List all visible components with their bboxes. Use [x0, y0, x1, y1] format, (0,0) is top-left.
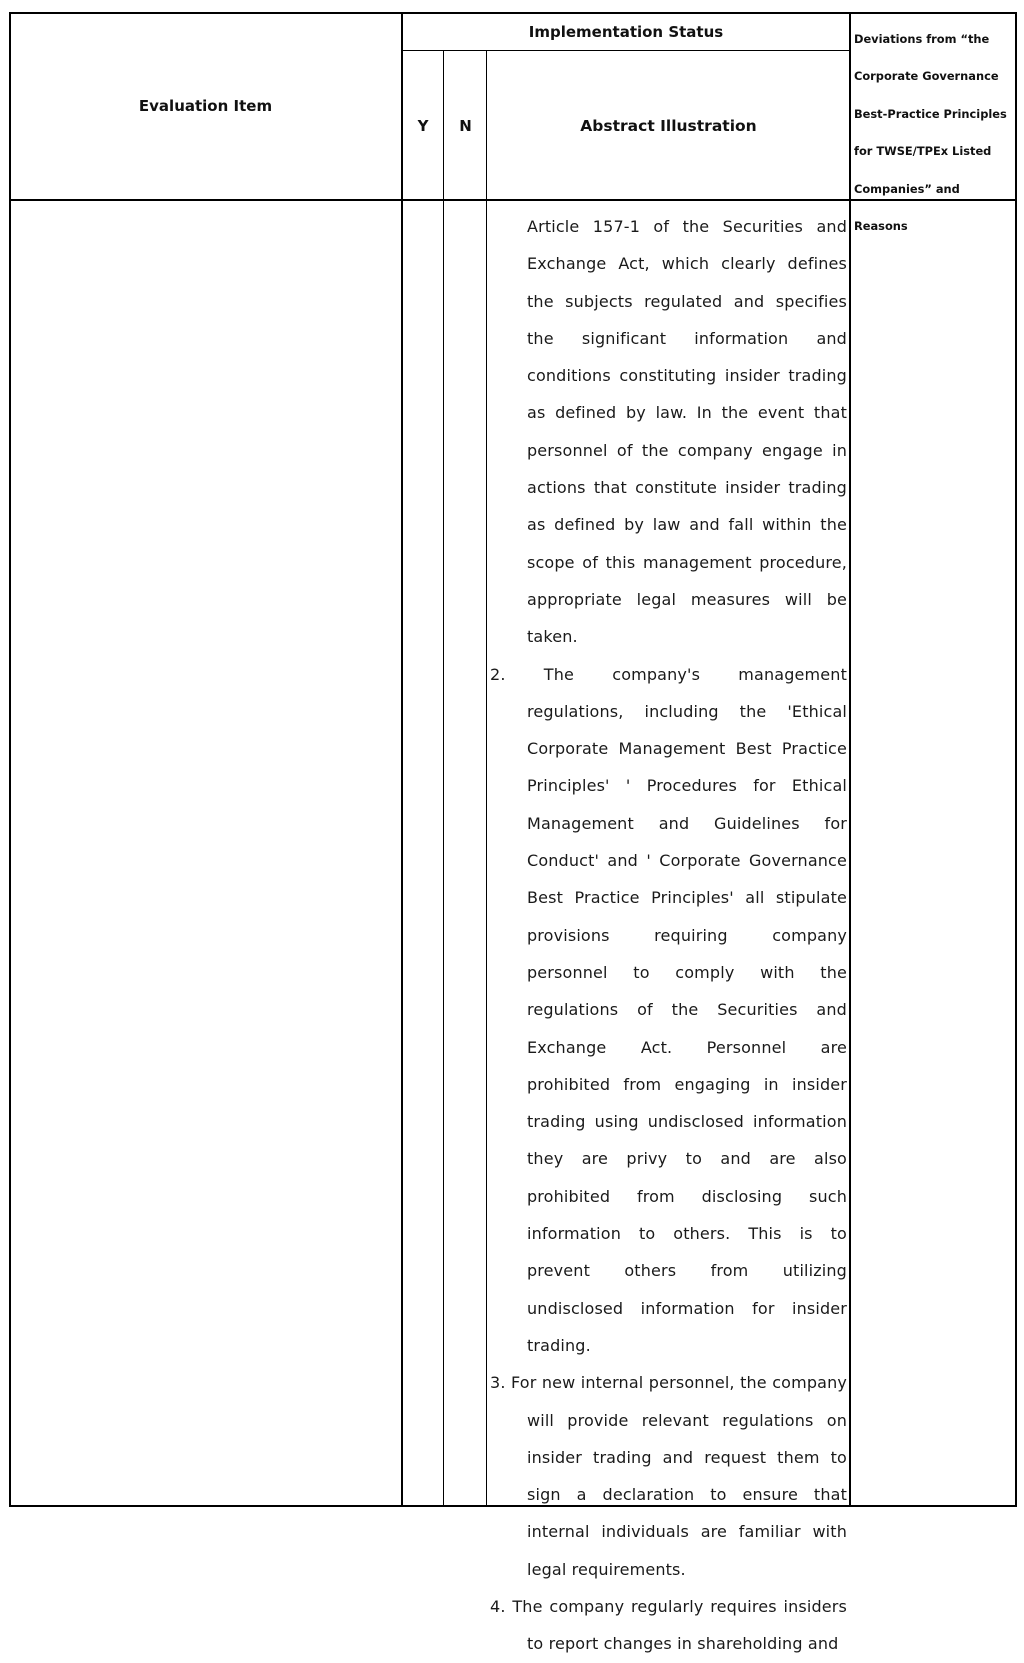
n-cell — [444, 201, 486, 1505]
deviations-header-line: Best-Practice Principles — [854, 106, 1007, 121]
implementation-status-header-text: Implementation Status — [528, 22, 724, 41]
deviations-header — [850, 12, 1017, 234]
evaluation-item-header-text: Evaluation Item — [138, 97, 273, 115]
evaluation-item-header — [9, 12, 402, 200]
abstract-illustration-cell — [488, 208, 847, 1663]
abstract-illustration-header — [487, 51, 850, 200]
deviations-header-line: Deviations from “the — [854, 32, 990, 46]
n-column-header — [444, 51, 487, 200]
y-cell — [403, 201, 443, 1505]
column-divider-abstract — [486, 51, 487, 1507]
abstract-illustration-header-text: Abstract Illustration — [580, 116, 757, 135]
y-column-header-text: Y — [417, 116, 429, 135]
abstract-list-item: 4. The company regularly requires insiders to report changes in shareholding and — [490, 1596, 847, 1654]
n-column-header-text: N — [459, 116, 472, 135]
abstract-list-item: 2. The company's management regulations, including the 'Ethical Corporate Management Best Practice Principles' ' Procedures for Ethical Management and Guidelines for Conduct' and ' Corporate Governance Best Practice Principles' all stipulate provisions requiring company personnel to comply with the regulations of the Securities and Exchange Act. Personnel are prohibited from engaging in insider trading using undisclosed information they are privy to and are also prohibited from disclosing such information to others. This is to prevent others from utilizing undisclosed information for insider trading. — [490, 664, 847, 1355]
implementation-status-header — [402, 12, 850, 51]
abstract-paragraph: Article 157-1 of the Securities and Exchange Act, which clearly defines the subjects regulated and specifies the significant information and conditions constituting insider trading as defined by law. In the event that personnel of the company engage in actions that constitute insider trading as defined by law and fall within the scope of this management procedure, appropriate legal measures will be taken. — [527, 217, 847, 647]
deviations-header-line: for TWSE/TPEx Listed — [854, 144, 992, 159]
governance-evaluation-table — [9, 12, 1017, 1654]
deviations-header-line: Corporate Governance — [854, 69, 999, 84]
y-column-header — [402, 51, 444, 200]
abstract-list-item: 3. For new internal personnel, the company will provide relevant regulations on insider trading and request them to sign a declaration to ensure that internal individuals are familiar with legal requirements. — [490, 1373, 847, 1579]
evaluation-item-cell — [11, 201, 401, 1505]
deviations-header-line: Companies” and Reasons — [854, 181, 960, 234]
deviations-cell — [851, 201, 1015, 1505]
